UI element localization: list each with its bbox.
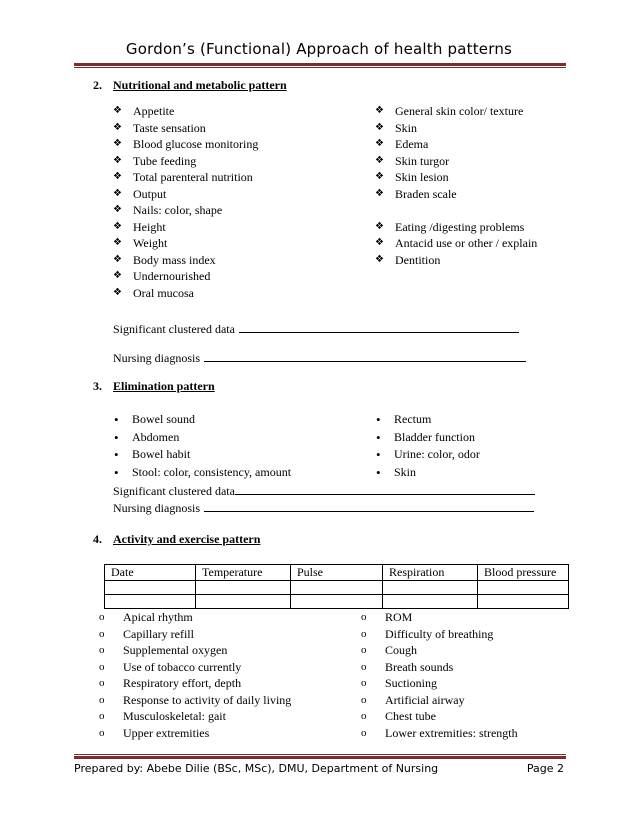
list-item: o Breath sounds (359, 659, 518, 676)
list-item: ❖ Taste sensation (113, 120, 258, 137)
list-item: ❖ Braden scale (375, 186, 537, 203)
list-item: ❖ Body mass index (113, 252, 258, 269)
section-3-number: 3. (93, 379, 102, 393)
header-rule-thick (74, 63, 566, 66)
table-cell[interactable] (196, 581, 291, 595)
section-2-clustered-data-line (113, 320, 519, 337)
section-4-number: 4. (93, 532, 102, 546)
table-row (105, 595, 569, 609)
page-title: Gordon’s (Functional) Approach of health patterns (125, 40, 513, 58)
list-item: o Lower extremities: strength (359, 725, 518, 742)
list-item: ❖ Blood glucose monitoring (113, 136, 258, 153)
list-item: ❖ Height (113, 219, 258, 236)
list-item: ❖ Skin turgor (375, 153, 537, 170)
list-item: o Apical rhythm (97, 609, 291, 626)
column-header-temperature: Temperature (196, 565, 291, 581)
list-item: ❖ Edema (375, 136, 537, 153)
list-item: o Difficulty of breathing (359, 626, 518, 643)
section-3-right-list (372, 411, 480, 481)
list-item: ❖ Undernourished (113, 268, 258, 285)
list-item: • Stool: color, consistency, amount (110, 464, 291, 482)
list-item: o Respiratory effort, depth (97, 675, 291, 692)
list-item: o Supplemental oxygen (97, 642, 291, 659)
list-item: ❖ Weight (113, 235, 258, 252)
section-3-title: Elimination pattern (113, 379, 215, 393)
section-4-right-list (359, 609, 518, 741)
list-gap (375, 202, 537, 219)
list-item: o Cough (359, 642, 518, 659)
nursing-diagnosis-label: Nursing diagnosis (113, 351, 200, 365)
list-item: • Bowel habit (110, 446, 291, 464)
table-cell[interactable] (478, 581, 569, 595)
list-item: • Bladder function (372, 429, 480, 447)
list-item: ❖ General skin color/ texture (375, 103, 537, 120)
section-2-right-list (375, 103, 537, 268)
table-cell[interactable] (291, 595, 383, 609)
section-3-diagnosis-line (113, 499, 534, 516)
clustered-data-label: Significant clustered data (113, 484, 235, 498)
header-rule-thin (74, 67, 566, 68)
section-3-clustered-data-line (113, 482, 535, 499)
column-header-pulse: Pulse (291, 565, 383, 581)
list-item: o Chest tube (359, 708, 518, 725)
section-2-number: 2. (93, 78, 102, 92)
table-cell[interactable] (478, 595, 569, 609)
list-item: o ROM (359, 609, 518, 626)
column-header-respiration: Respiration (383, 565, 478, 581)
section-2-title: Nutritional and metabolic pattern (113, 78, 287, 92)
section-2-left-list (113, 103, 258, 301)
nursing-diagnosis-blank[interactable] (204, 349, 526, 362)
clustered-data-blank[interactable] (235, 482, 535, 495)
list-item: ❖ Dentition (375, 252, 537, 269)
list-item: ❖ Oral mucosa (113, 285, 258, 302)
list-item: o Musculoskeletal: gait (97, 708, 291, 725)
table-cell[interactable] (291, 581, 383, 595)
list-item: ❖ Skin lesion (375, 169, 537, 186)
table-cell[interactable] (383, 595, 478, 609)
list-item: • Rectum (372, 411, 480, 429)
page-number: Page 2 (526, 762, 564, 775)
list-item: • Skin (372, 464, 480, 482)
table-cell[interactable] (105, 595, 196, 609)
list-item: ❖ Appetite (113, 103, 258, 120)
column-header-date: Date (105, 565, 196, 581)
clustered-data-label: Significant clustered data (113, 322, 235, 336)
table-cell[interactable] (196, 595, 291, 609)
footer-credit: Prepared by: Abebe Dilie (BSc, MSc), DMU, Department of Nursing (74, 762, 439, 775)
list-item: o Suctioning (359, 675, 518, 692)
list-item: ❖ Output (113, 186, 258, 203)
section-3-heading (93, 379, 215, 394)
list-item: • Urine: color, odor (372, 446, 480, 464)
table-header-row (105, 565, 569, 581)
list-item: • Bowel sound (110, 411, 291, 429)
list-item: ❖ Nails: color, shape (113, 202, 258, 219)
list-item: • Abdomen (110, 429, 291, 447)
list-item: o Artificial airway (359, 692, 518, 709)
section-3-left-list (110, 411, 291, 481)
section-2-diagnosis-line (113, 349, 526, 366)
list-item: ❖ Skin (375, 120, 537, 137)
list-item: ❖ Antacid use or other / explain (375, 235, 537, 252)
list-item: ❖ Eating /digesting problems (375, 219, 537, 236)
vital-signs-table (104, 564, 569, 609)
list-item: ❖ Tube feeding (113, 153, 258, 170)
clustered-data-blank[interactable] (239, 320, 519, 333)
section-4-heading (93, 532, 260, 547)
footer-rule-thin (74, 754, 566, 755)
footer-rule-thick (74, 756, 566, 759)
list-item: o Upper extremities (97, 725, 291, 742)
list-item: o Capillary refill (97, 626, 291, 643)
list-item: o Response to activity of daily living (97, 692, 291, 709)
list-item: ❖ Total parenteral nutrition (113, 169, 258, 186)
nursing-diagnosis-label: Nursing diagnosis (113, 501, 200, 515)
section-4-title: Activity and exercise pattern (113, 532, 261, 546)
table-cell[interactable] (105, 581, 196, 595)
nursing-diagnosis-blank[interactable] (204, 499, 534, 512)
section-2-heading (93, 78, 287, 93)
list-item: o Use of tobacco currently (97, 659, 291, 676)
table-cell[interactable] (383, 581, 478, 595)
section-4-left-list (97, 609, 291, 741)
column-header-blood-pressure: Blood pressure (478, 565, 569, 581)
table-row (105, 581, 569, 595)
